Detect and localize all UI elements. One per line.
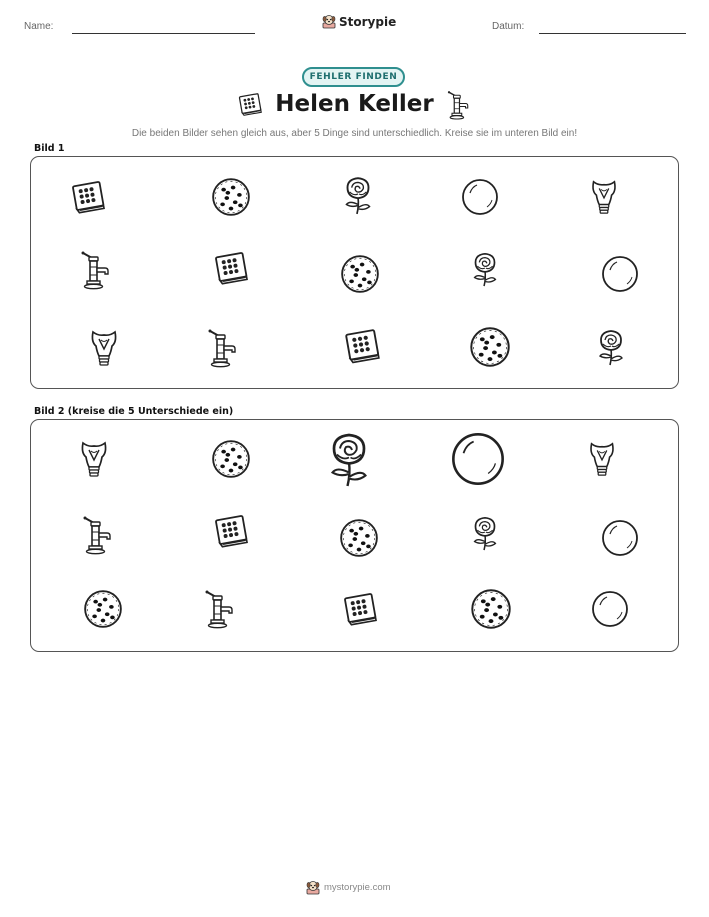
cookie-icon <box>469 587 513 631</box>
brand-logo <box>322 14 396 29</box>
footer-url[interactable]: mystorypie.com <box>324 882 391 893</box>
rose-icon <box>337 174 379 216</box>
dog-mascot-icon <box>306 880 320 895</box>
bubble-icon <box>600 518 640 558</box>
larynx-icon <box>585 178 623 216</box>
cookie-icon <box>82 588 124 630</box>
bubble-icon <box>460 177 500 217</box>
picture1-label: Bild 1 <box>34 143 65 154</box>
date-label: Datum: <box>492 21 525 32</box>
cookie-icon <box>210 176 252 218</box>
braille-book-icon <box>341 326 383 368</box>
braille-book-icon <box>211 249 251 289</box>
rose-icon <box>319 429 379 489</box>
braille-book-icon <box>340 590 380 630</box>
task-badge: FEHLER FINDEN <box>302 67 405 87</box>
cookie-icon <box>339 253 381 295</box>
instructions: Die beiden Bilder sehen gleich aus, aber 5 Dinge sind unterschiedlich. Kreise sie im unteren Bild ein! <box>131 128 578 139</box>
dog-mascot-icon <box>322 14 336 29</box>
rose-icon <box>466 250 504 288</box>
date-line[interactable] <box>539 33 686 34</box>
braille-book-icon <box>211 512 251 552</box>
water-pump-icon <box>199 589 239 629</box>
brand-name: Storypie <box>339 14 397 29</box>
page-title: Helen Keller <box>275 91 434 117</box>
bubble-icon <box>449 430 507 488</box>
water-pump-icon <box>443 90 473 120</box>
larynx-icon <box>583 440 621 478</box>
rose-icon <box>591 327 631 367</box>
footer <box>306 880 391 895</box>
larynx-icon <box>74 439 114 479</box>
cookie-icon <box>338 517 380 559</box>
water-pump-icon <box>75 250 115 290</box>
cookie-icon <box>210 438 252 480</box>
bubble-icon <box>600 254 640 294</box>
rose-icon <box>466 514 504 552</box>
name-line[interactable] <box>72 33 255 34</box>
water-pump-icon <box>202 328 242 368</box>
braille-book-icon <box>236 91 264 119</box>
picture2-label: Bild 2 (kreise die 5 Unterschiede ein) <box>34 406 234 417</box>
cookie-icon <box>468 325 512 369</box>
water-pump-icon <box>77 515 117 555</box>
larynx-icon <box>84 328 124 368</box>
braille-book-icon <box>68 178 108 218</box>
name-label: Name: <box>24 21 54 32</box>
bubble-icon <box>590 589 630 629</box>
